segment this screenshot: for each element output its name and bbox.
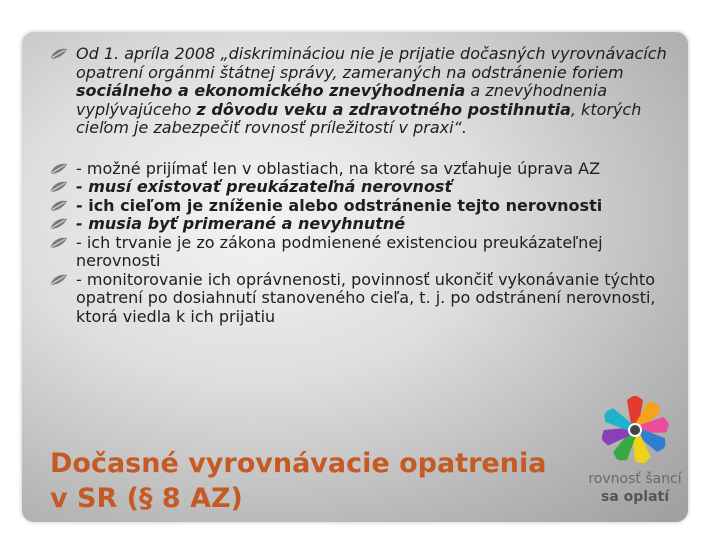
intro-emphasis-2: z dôvodu veku a zdravotného postihnutia	[196, 99, 571, 119]
list-item	[48, 234, 668, 271]
intro-text-1: Od 1. apríla 2008 „diskrimináciou nie je prijatie dočasných vyrovnávacích opatrení orgánmi štátnej správy, zameraných na odstránenie foriem	[76, 44, 667, 82]
list-item	[48, 271, 668, 327]
leaf-bullet-icon	[48, 162, 68, 176]
intro-text-2: a znevýhodnenia vyplývajúceho	[76, 81, 608, 119]
leaf-bullet-icon	[48, 236, 68, 250]
list-item-text: - monitorovanie ich oprávnenosti, povinnosť ukončiť vykonávanie týchto opatrení po dosiahnutí stanoveného cieľa, t. j. po odstránení nerovnosti, ktorá viedla k ich prijatiu	[76, 269, 656, 326]
slide-title-line-2: v SR (§ 8 AZ)	[50, 483, 243, 514]
list-item	[48, 160, 668, 179]
campaign-logo	[575, 385, 705, 525]
list-item	[48, 215, 668, 234]
logo-text-line-2: sa oplatí	[600, 489, 670, 505]
leaf-bullet-icon	[48, 217, 68, 231]
colorful-hands-icon	[575, 385, 695, 475]
list-item	[48, 178, 668, 197]
list-item-text: - možné prijímať len v oblastiach, na ktoré sa vzťahuje úprava AZ	[76, 158, 601, 178]
leaf-bullet-icon	[48, 273, 68, 287]
list-item-text: - ich trvanie je zo zákona podmienené existenciou preukázateľnej nerovnosti	[76, 232, 603, 270]
slide-title-line-1: Dočasné vyrovnávacie opatrenia	[50, 448, 547, 479]
slide-title	[50, 446, 580, 516]
slide-body	[48, 45, 668, 326]
intro-text-3: , ktorých cieľom je zabezpečiť rovnosť príležitostí v praxi“.	[76, 99, 642, 137]
intro-paragraph	[48, 45, 668, 138]
leaf-bullet-icon	[48, 180, 68, 194]
leaf-bullet-icon	[48, 199, 68, 213]
list-item-text: - ich cieľom je zníženie alebo odstránenie tejto nerovnosti	[76, 195, 603, 215]
logo-text-line-1: rovnosť šancí	[588, 471, 682, 487]
list-item-text: - musia byť primerané a nevyhnutné	[76, 214, 406, 233]
intro-emphasis-1: sociálneho a ekonomického znevýhodnenia	[76, 81, 466, 100]
leaf-bullet-icon	[48, 47, 68, 61]
list-item-text: - musí existovať preukázateľná nerovnosť	[76, 177, 453, 196]
list-item	[48, 197, 668, 216]
